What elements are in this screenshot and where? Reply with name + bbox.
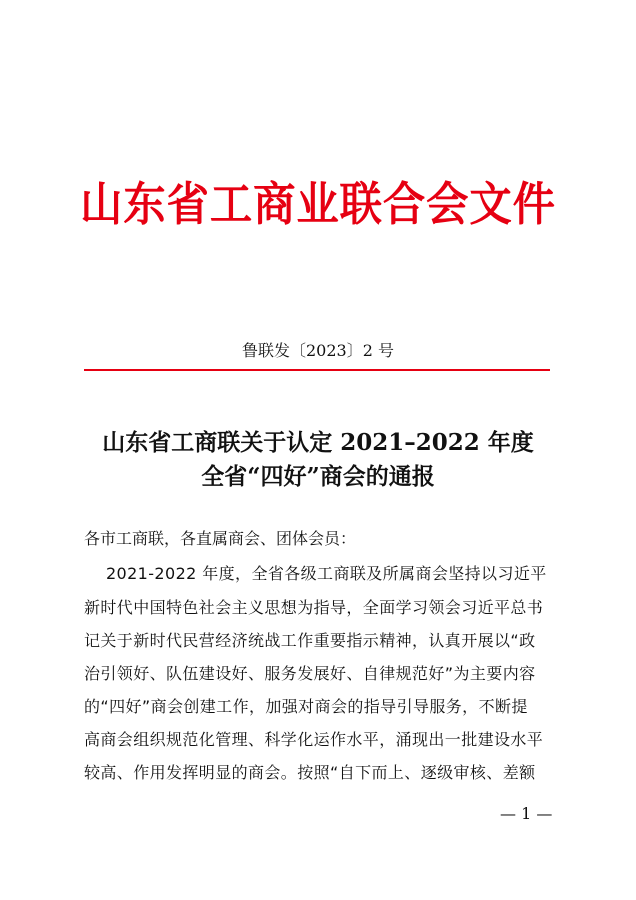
- document-header-title: 山东省工商业联合会文件: [80, 177, 556, 231]
- red-divider-line: [84, 369, 550, 371]
- paragraph-line-3: 记关于新时代民营经济统战工作重要指示精神，认真开展以“政: [84, 631, 536, 650]
- notice-title-line-2: 全省“四好”商会的通报: [201, 463, 435, 490]
- page-number: — 1 —: [500, 804, 553, 823]
- paragraph-line-1: 2021-2022 年度，全省各级工商联及所属商会坚持以习近平: [84, 564, 547, 583]
- paragraph-line-2: 新时代中国特色社会主义思想为指导，全面学习领会习近平总书: [84, 598, 544, 617]
- paragraph-line-7: 较高、作用发挥明显的商会。按照“自下而上、逐级审核、差额: [84, 763, 536, 782]
- addressee: 各市工商联，各直属商会、团体会员：: [84, 529, 357, 548]
- paragraph-line-5: 的“四好”商会创建工作，加强对商会的指导引导服务，不断提: [84, 697, 528, 716]
- paragraph-line-6: 高商会组织规范化管理、科学化运作水平，涌现出一批建设水平: [84, 730, 544, 749]
- document-number: 鲁联发〔2023〕2 号: [242, 341, 394, 360]
- paragraph-line-4: 治引领好、队伍建设好、服务发展好、自律规范好”为主要内容: [84, 664, 536, 683]
- notice-title-line-1: 山东省工商联关于认定 2021–2022 年度: [102, 429, 534, 456]
